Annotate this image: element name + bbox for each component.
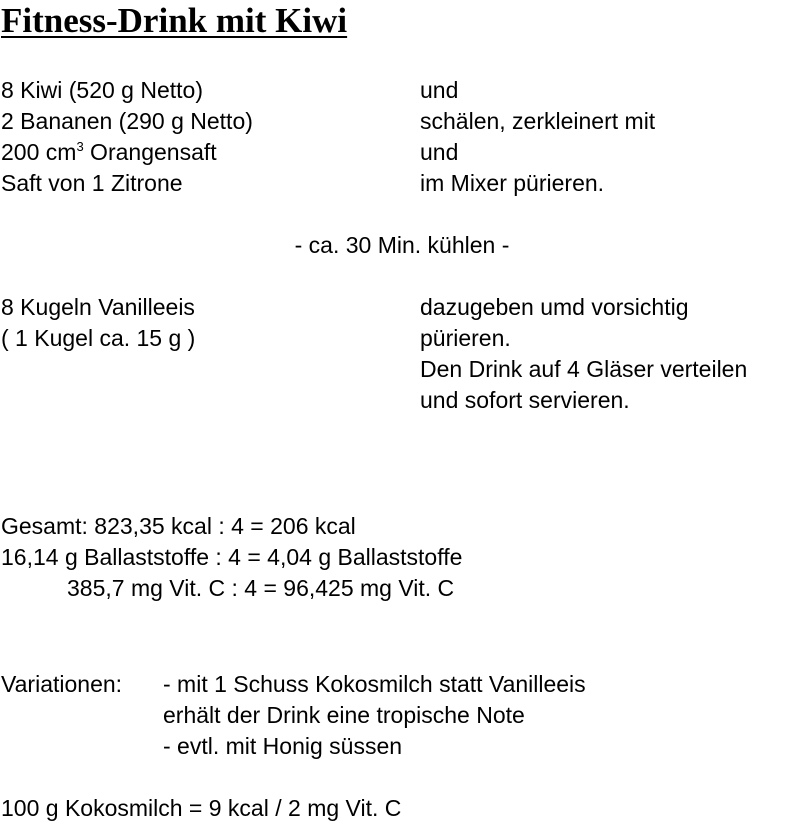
variation-line: erhält der Drink eine tropische Note: [163, 702, 525, 728]
step-verteilen: Den Drink auf 4 Gläser verteilen: [420, 356, 748, 382]
step-dazugeben: dazugeben umd vorsichtig: [420, 294, 689, 320]
page-title: Fitness-Drink mit Kiwi: [1, 1, 348, 40]
ingredient-kiwi: 8 Kiwi (520 g Netto): [1, 77, 203, 103]
nutrition-ballaststoffe: 16,14 g Ballaststoffe : 4 = 4,04 g Ballaststoffe: [1, 544, 463, 570]
kokosmilch-footnote: 100 g Kokosmilch = 9 kcal / 2 mg Vit. C: [1, 795, 402, 821]
ingredient-bananen: 2 Bananen (290 g Netto): [1, 108, 253, 134]
orangensaft-name: Orangensaft: [83, 139, 217, 165]
variation-line: - mit 1 Schuss Kokosmilch statt Vanilleeis: [163, 671, 586, 697]
cubic-superscript: 3: [76, 139, 84, 154]
ingredient-kugel-note: ( 1 Kugel ca. 15 g ): [1, 325, 196, 351]
step-und: und: [420, 139, 459, 165]
step-puerieren: im Mixer pürieren.: [420, 170, 605, 196]
step-servieren: und sofort servieren.: [420, 387, 630, 413]
step-and: und: [420, 77, 459, 103]
ingredient-vanilleeis: 8 Kugeln Vanilleeis: [1, 294, 195, 320]
nutrition-vitamin-c: 385,7 mg Vit. C : 4 = 96,425 mg Vit. C: [67, 575, 455, 601]
step-schaelen: schälen, zerkleinert mit: [420, 108, 656, 134]
chill-note: - ca. 30 Min. kühlen -: [294, 232, 510, 258]
nutrition-kcal: Gesamt: 823,35 kcal : 4 = 206 kcal: [1, 513, 356, 539]
ingredient-zitrone: Saft von 1 Zitrone: [1, 170, 183, 196]
step-puerieren-2: pürieren.: [420, 325, 511, 351]
variations-label: Variationen:: [1, 671, 123, 697]
ingredient-orangensaft: [1, 137, 217, 168]
orangensaft-amount: 200 cm: [1, 139, 77, 165]
variation-line: - evtl. mit Honig süssen: [163, 733, 403, 759]
